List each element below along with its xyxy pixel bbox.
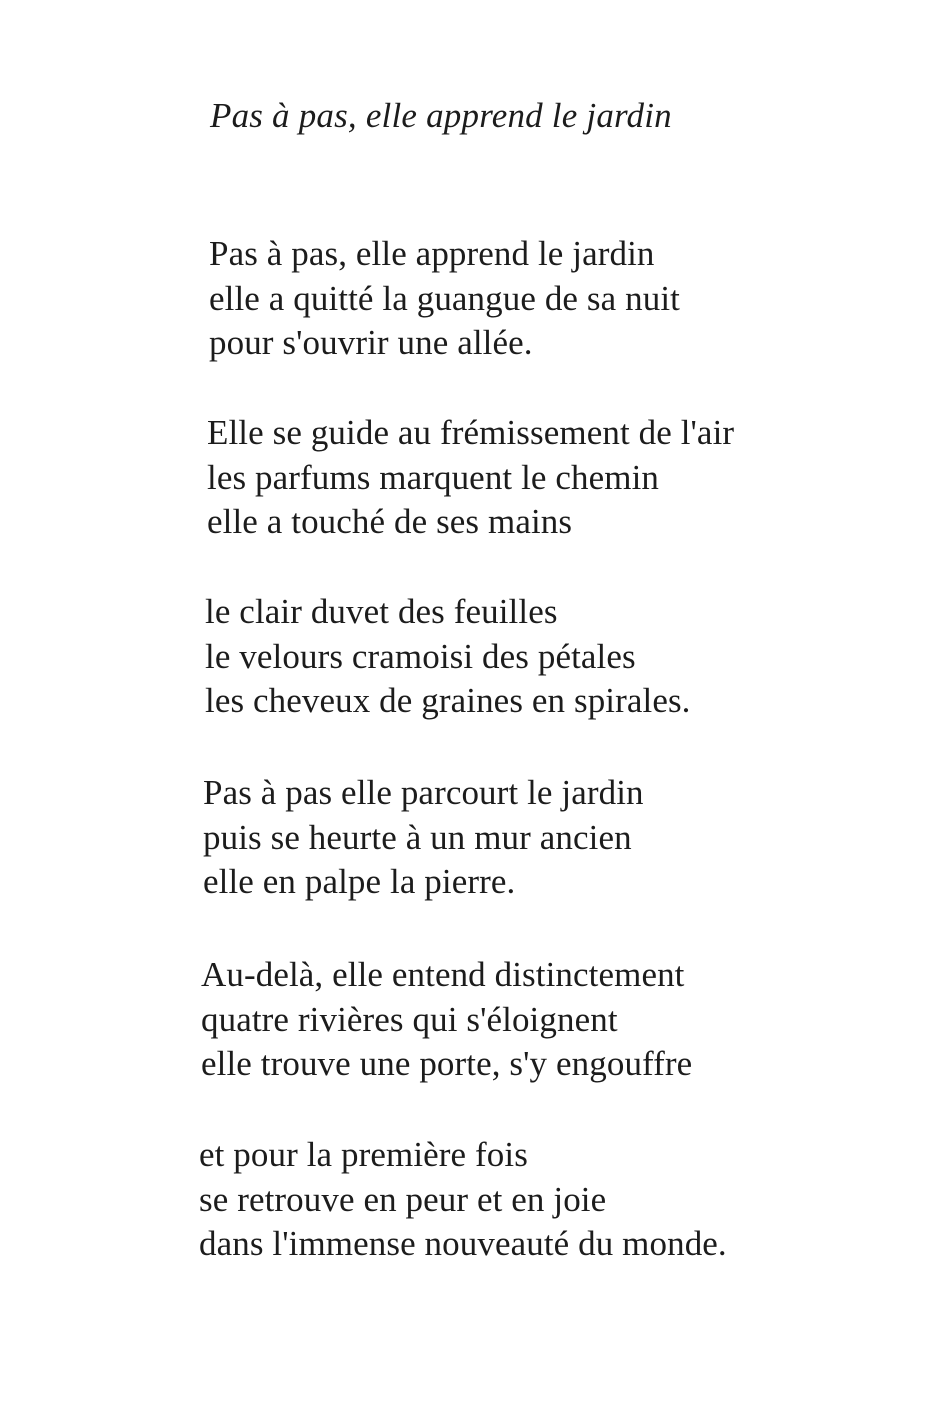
stanza-4 <box>203 771 644 905</box>
poem-line: le clair duvet des feuilles <box>205 592 558 631</box>
poem-line: Au-delà, elle entend distinctement <box>201 955 685 994</box>
poem-line: elle a quitté la guangue de sa nuit <box>209 278 680 318</box>
poem-line: et pour la première fois <box>199 1135 528 1174</box>
poem-line: Pas à pas elle parcourt le jardin <box>203 773 644 812</box>
poem-line: elle en palpe la pierre. <box>203 862 516 901</box>
poem-line: Elle se guide au frémissement de l'air <box>207 413 735 452</box>
poem-line: pour s'ouvrir une allée. <box>209 323 533 362</box>
poem-line: quatre rivières qui s'éloignent <box>201 999 618 1039</box>
poem-line: Pas à pas, elle apprend le jardin <box>209 234 655 273</box>
stanza-2 <box>207 411 734 545</box>
poem-title: Pas à pas, elle apprend le jardin <box>210 96 672 135</box>
stanza-5 <box>201 953 692 1087</box>
stanza-1 <box>209 232 680 366</box>
poem-line: le velours cramoisi des pétales <box>205 636 636 676</box>
stanza-3 <box>205 590 691 724</box>
poem-line: puis se heurte à un mur ancien <box>203 817 632 857</box>
poem-line: elle a touché de ses mains <box>207 502 573 541</box>
poem-line: les cheveux de graines en spirales. <box>205 681 691 720</box>
stanza-6 <box>199 1133 727 1267</box>
poem-line: se retrouve en peur et en joie <box>199 1179 607 1219</box>
poem-line: elle trouve une porte, s'y engouffre <box>201 1044 693 1083</box>
poem-line: les parfums marquent le chemin <box>207 457 660 497</box>
poem-line: dans l'immense nouveauté du monde. <box>199 1224 727 1263</box>
